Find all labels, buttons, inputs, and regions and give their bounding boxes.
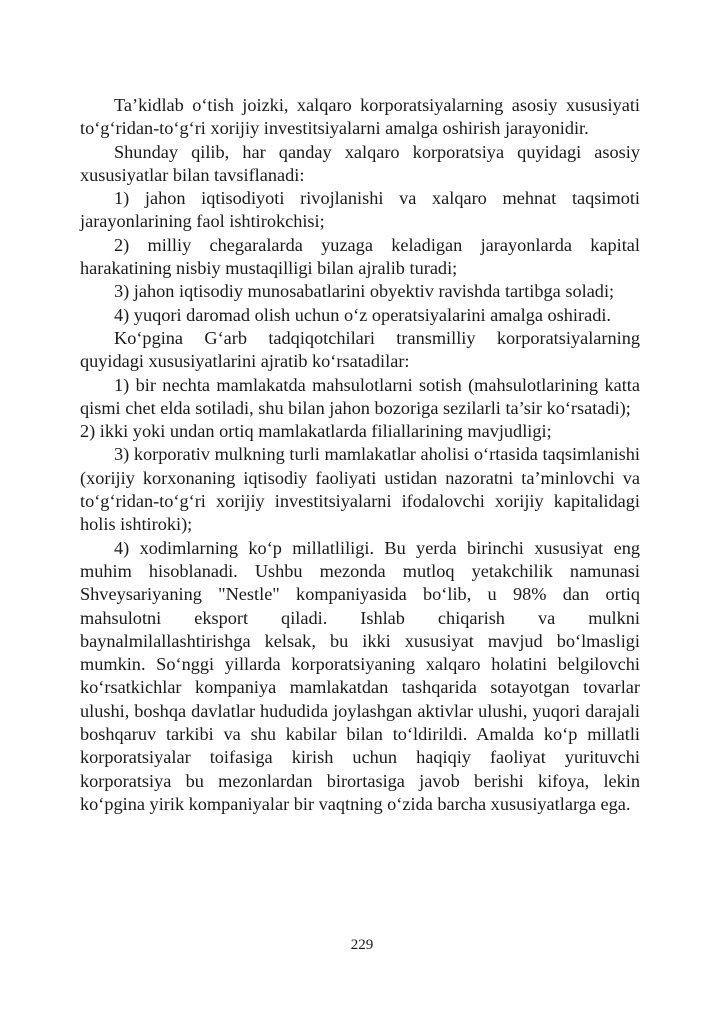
tnc-item-3: 3) korporativ mulkning turli mamlakatlar aholisi o‘rtasida taqsimlanishi (xorijiy korxonaning iqtisodiy faoliyati ustidan nazoratni ta’minlovchi va to‘g‘ridan-to‘g‘ri xorijiy investitsiyalarni ifodalovchi xorijiy kapitalidagi holis ishtiroki);: [80, 444, 640, 535]
paragraph-features-lead: Shunday qilib, har qanday xalqaro korporatsiya quyidagi asosiy xususiyatlar bilan tavsiflanadi:: [80, 141, 640, 185]
tnc-item-4: 4) xodimlarning ko‘p millatliligi. Bu yerda birinchi xususiyat eng muhim hisoblanadi. Ushbu mezonda mutloq yetakchilik namunasi Shveysariyaning "Nestle" kompaniyasida bo‘lib, u 98% dan ortiq mahsulotni eksport qiladi. Ishlab chiqarish va mulkni baynalmilallashtirishga kelsak, bu ikki xususiyat mavjud bo‘lmasligi mumkin. So‘nggi yillarda korporatsiyaning xalqaro holatini belgilovchi ko‘rsatkichlar kompaniya mamlakatdan tashqarida sotayotgan tovarlar ulushi, boshqa davlatlar hududida joylashgan aktivlar ulushi, yuqori darajali boshqaruv tarkibi va shu kabilar bilan to‘ldirildi. Amalda ko‘p millatli korporatsiyalar toifasiga kirish uchun haqiqiy faoliyat yurituvchi korporatsiya bu mezonlardan birortasiga javob berishi kifoya, lekin ko‘pgina yirik kompaniyalar bir vaqtning o‘zida barcha xususiyatlarga ega.: [80, 537, 640, 814]
tnc-item-2: 2) ikki yoki undan ortiq mamlakatlarda filiallarining mavjudligi;: [80, 421, 552, 442]
paragraph-western-researchers: Ko‘pgina G‘arb tadqiqotchilari transmilliy korporatsiyalarning quyidagi xususiyatlarini ajratib ko‘rsatadilar:: [80, 327, 640, 372]
list-item-4: 4) yuqori daromad olish uchun o‘z operatsiyalarini amalga oshiradi.: [114, 304, 612, 325]
tnc-item-1: 1) bir nechta mamlakatda mahsulotlarni sotish (mahsulotlarining katta qismi chet elda sotiladi, shu bilan jahon bozoriga sezilarli ta’sir ko‘rsatadi);: [80, 374, 640, 418]
list-item-3: 3) jahon iqtisodiy munosabatlarini obyektiv ravishda tartibga soladi;: [114, 281, 615, 302]
page-body: [80, 94, 640, 816]
paragraph-intro: Ta’kidlab o‘tish joizki, xalqaro korporatsiyalarning asosiy xususiyati to‘g‘ridan-to‘g‘ri xorijiy investitsiyalarni amalga oshirish jarayonidir.: [80, 95, 640, 139]
list-item-2: 2) milliy chegaralarda yuzaga keladigan jarayonlarda kapital harakatining nisbiy mustaqilligi bilan ajralib turadi;: [80, 234, 640, 279]
list-item-1: 1) jahon iqtisodiyoti rivojlanishi va xalqaro mehnat taqsimoti jarayonlarining faol ishtirokchisi;: [80, 188, 640, 232]
page-number: 229: [350, 937, 374, 953]
